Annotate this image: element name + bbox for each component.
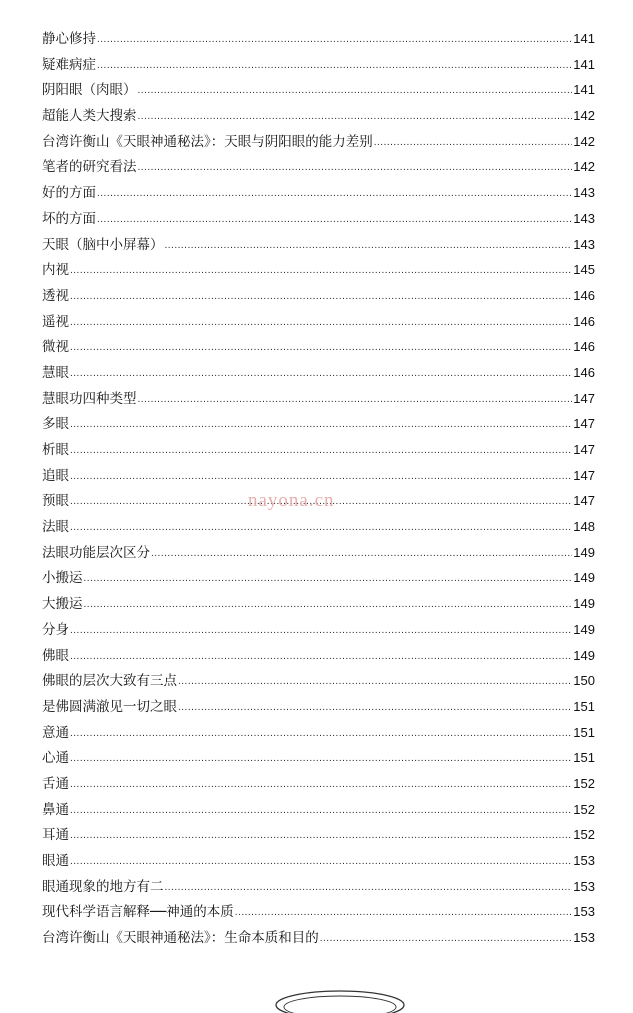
toc-entry-title: 佛眼 [42,647,69,664]
toc-leader-dots [374,130,572,156]
toc-entry-page-number: 143 [573,236,595,252]
toc-entry-title: 好的方面 [42,185,96,202]
toc-leader-dots [97,27,572,53]
toc-entry-page-number: 143 [573,210,595,226]
toc-entry-page-number: 149 [573,621,595,637]
toc-entry[interactable] [42,668,595,694]
toc-leader-dots [320,926,572,952]
toc-entry[interactable] [42,206,595,232]
toc-entry-page-number: 150 [573,673,595,689]
toc-entry[interactable] [42,925,595,951]
toc-entry[interactable] [42,745,595,771]
toc-entry-page-number: 147 [573,416,595,432]
toc-leader-dots [97,181,572,207]
toc-leader-dots [178,695,572,721]
toc-entry-title: 超能人类大搜索 [42,108,137,125]
toc-entry-page-number: 152 [573,775,595,791]
toc-entry[interactable] [42,52,595,78]
toc-entry-page-number: 149 [573,647,595,663]
toc-leader-dots [70,849,572,875]
toc-entry[interactable] [42,694,595,720]
toc-leader-dots [165,233,573,259]
toc-entry-title: 大搬运 [42,596,83,613]
toc-entry-page-number: 153 [573,930,595,946]
toc-entry-page-number: 146 [573,313,595,329]
toc-entry-page-number: 153 [573,904,595,920]
toc-entry[interactable] [42,180,595,206]
toc-entry-page-number: 149 [573,544,595,560]
toc-entry-title: 透视 [42,287,69,304]
toc-leader-dots [70,618,572,644]
toc-entry-page-number: 141 [573,31,595,46]
toc-entry-title: 耳通 [42,827,69,844]
toc-entry-title: 鼻通 [42,801,69,818]
page-ornament [270,983,410,1013]
toc-entry-page-number: 148 [573,519,595,535]
toc-entry-page-number: 143 [573,185,595,201]
toc-entry[interactable] [42,232,595,258]
toc-entry-title: 佛眼的层次大致有三点 [42,673,177,690]
toc-leader-dots [138,387,573,413]
toc-entry-page-number: 147 [573,467,595,483]
toc-entry-page-number: 152 [573,827,595,843]
toc-entry-title: 小搬运 [42,570,83,587]
toc-entry-page-number: 153 [573,853,595,868]
table-of-contents [42,26,595,951]
toc-entry-title: 天眼（脑中小屏幕） [42,236,164,253]
toc-entry[interactable] [42,411,595,437]
toc-entry[interactable] [42,437,595,463]
toc-entry-title: 台湾许衡山《天眼神通秘法》：天眼与阴阳眼的能力差别 [42,133,373,150]
toc-entry[interactable] [42,360,595,386]
toc-leader-dots [70,464,572,490]
toc-entry-title: 舌通 [42,775,69,792]
toc-entry-title: 眼通 [42,853,69,869]
toc-entry-title: 坏的方面 [42,210,96,227]
toc-entry-title: 多眼 [42,416,69,433]
toc-entry[interactable] [42,874,595,900]
toc-entry[interactable] [42,797,595,823]
toc-entry-title: 微视 [42,339,69,356]
toc-leader-dots [84,566,573,592]
toc-entry-title: 追眼 [42,467,69,484]
toc-entry-page-number: 146 [573,339,595,355]
toc-entry-page-number: 151 [573,698,595,714]
toc-entry-page-number: 151 [573,750,595,766]
toc-leader-dots [70,284,572,310]
toc-leader-dots [70,644,572,670]
toc-entry-page-number: 142 [573,133,595,149]
toc-entry[interactable] [42,540,595,566]
toc-entry-page-number: 146 [573,287,595,303]
toc-entry-title: 现代科学语言解释──神通的本质 [42,904,234,921]
toc-leader-dots [70,515,572,541]
toc-leader-dots [84,592,573,618]
toc-entry-page-number: 153 [573,878,595,894]
toc-entry[interactable] [42,77,595,103]
toc-entry-title: 内视 [42,262,69,279]
toc-entry-title: 慧眼功四种类型 [42,390,137,407]
toc-leader-dots [70,412,572,438]
toc-entry-page-number: 142 [573,159,595,175]
toc-leader-dots [97,207,572,233]
toc-entry-title: 是佛圆满澈见一切之眼 [42,698,177,715]
toc-leader-dots [70,823,572,849]
toc-entry-page-number: 149 [573,570,595,586]
toc-entry[interactable] [42,257,595,283]
toc-entry-page-number: 147 [573,493,595,509]
toc-leader-dots [70,798,572,824]
toc-entry[interactable] [42,386,595,412]
toc-entry-title: 阴阳眼（肉眼） [42,82,137,99]
toc-entry[interactable] [42,103,595,129]
toc-leader-dots [97,53,572,79]
toc-leader-dots [165,875,573,901]
toc-entry[interactable] [42,617,595,643]
toc-entry-page-number: 146 [573,364,595,380]
toc-entry-title: 析眼 [42,442,69,458]
toc-entry-page-number: 147 [573,390,595,406]
toc-entry-title: 分身 [42,621,69,638]
toc-entry-title: 法眼 [42,519,69,536]
toc-entry[interactable] [42,26,595,52]
toc-leader-dots [70,438,572,464]
toc-leader-dots [70,310,572,336]
toc-entry-page-number: 147 [573,442,595,457]
toc-leader-dots [70,335,572,361]
toc-entry-page-number: 149 [573,596,595,612]
toc-leader-dots [138,104,573,130]
toc-entry[interactable] [42,309,595,335]
toc-entry-title: 慧眼 [42,364,69,381]
toc-entry[interactable] [42,514,595,540]
toc-entry[interactable] [42,771,595,797]
watermark: nayona.cn [248,490,335,511]
toc-entry-page-number: 152 [573,801,595,817]
toc-leader-dots [70,772,572,798]
toc-entry[interactable] [42,565,595,591]
toc-leader-dots [178,669,572,695]
toc-leader-dots [70,721,572,747]
toc-entry-page-number: 151 [573,724,595,740]
toc-leader-dots [138,78,573,104]
toc-entry[interactable] [42,720,595,746]
toc-leader-dots [151,541,572,567]
toc-entry-page-number: 145 [573,262,595,278]
toc-entry-title: 台湾许衡山《天眼神通秘法》：生命本质和目的 [42,930,319,947]
toc-entry[interactable] [42,283,595,309]
toc-leader-dots [138,155,573,181]
toc-entry-title: 静心修持 [42,31,96,47]
toc-entry-page-number: 142 [573,108,595,124]
toc-entry[interactable] [42,848,595,874]
toc-leader-dots [235,900,572,926]
toc-entry-title: 心通 [42,750,69,767]
toc-entry[interactable] [42,822,595,848]
toc-entry-title: 眼通现象的地方有二 [42,878,164,895]
toc-entry-title: 法眼功能层次区分 [42,544,150,561]
toc-leader-dots [70,258,572,284]
toc-entry-page-number: 141 [573,82,595,98]
toc-entry[interactable] [42,643,595,669]
toc-entry[interactable] [42,899,595,925]
toc-entry[interactable] [42,334,595,360]
toc-entry[interactable] [42,154,595,180]
toc-entry-title: 遥视 [42,313,69,330]
toc-entry-title: 意通 [42,724,69,741]
toc-leader-dots [70,361,572,387]
toc-entry[interactable] [42,129,595,155]
toc-entry-title: 预眼 [42,493,69,510]
toc-entry-title: 疑难病症 [42,56,96,73]
toc-entry[interactable] [42,591,595,617]
toc-entry[interactable] [42,463,595,489]
toc-leader-dots [70,746,572,772]
toc-entry-page-number: 141 [573,56,595,72]
toc-entry-title: 笔者的研究看法 [42,159,137,176]
